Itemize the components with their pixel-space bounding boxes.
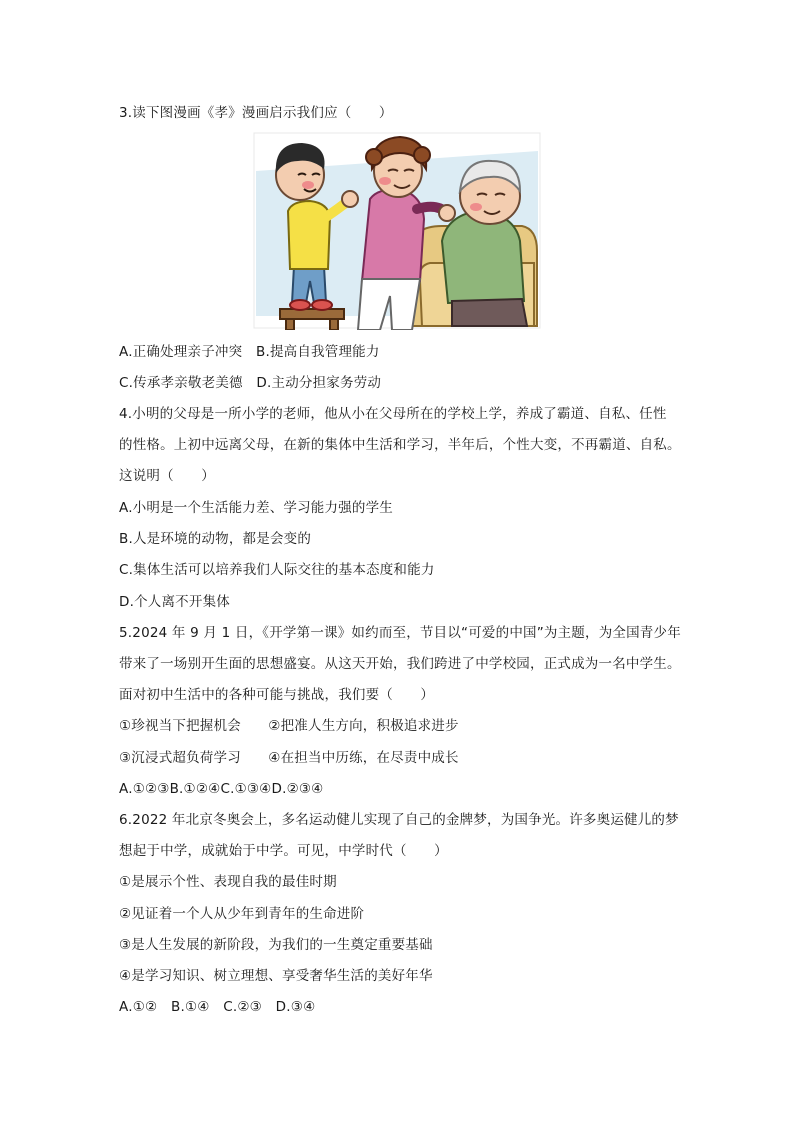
q3-options-ab: A.正确处理亲子冲突 B.提高自我管理能力: [119, 344, 380, 360]
filial-piety-cartoon: [252, 131, 542, 330]
q5-stem-line2: 带来了一场别开生面的思想盛宴。从这天开始，我们跨进了中学校园，正式成为一名中学生。: [119, 656, 681, 672]
q6-options: A.①② B.①④ C.②③ D.③④: [119, 999, 316, 1015]
q5-items-34: ③沉浸式超负荷学习 ④在担当中历练，在尽责中成长: [119, 750, 459, 766]
q6-item-2: ②见证着一个人从少年到青年的生命进阶: [119, 906, 365, 922]
q3-stem: 3.读下图漫画《孝》漫画启示我们应（ ）: [119, 105, 393, 121]
q4-stem-line3: 这说明（ ）: [119, 468, 215, 484]
q3-options-cd: C.传承孝亲敬老美德 D.主动分担家务劳动: [119, 375, 382, 391]
q4-option-c: C.集体生活可以培养我们人际交往的基本态度和能力: [119, 562, 435, 578]
q5-items-12: ①珍视当下把握机会 ②把准人生方向，积极追求进步: [119, 718, 459, 734]
q4-option-b: B.人是环境的动物，都是会变的: [119, 531, 312, 547]
q6-stem-line1: 6.2022 年北京冬奥会上，多名运动健儿实现了自己的金牌梦，为国争光。许多奥运健儿的梦: [119, 812, 679, 828]
q5-options: A.①②③B.①②④C.①③④D.②③④: [119, 781, 324, 797]
q6-stem-line2: 想起于中学，成就始于中学。可见，中学时代（ ）: [119, 843, 448, 859]
q5-stem-line3: 面对初中生活中的各种可能与挑战，我们要（ ）: [119, 687, 435, 703]
q4-option-d: D.个人离不开集体: [119, 594, 230, 610]
q6-item-4: ④是学习知识、树立理想、享受奢华生活的美好年华: [119, 968, 433, 984]
q6-item-1: ①是展示个性、表现自我的最佳时期: [119, 874, 337, 890]
q4-option-a: A.小明是一个生活能力差、学习能力强的学生: [119, 500, 393, 516]
q5-stem-line1: 5.2024 年 9 月 1 日，《开学第一课》如约而至，节目以“可爱的中国”为主题，为全国青少年: [119, 625, 681, 641]
q4-stem-line2: 的性格。上初中远离父母，在新的集体中生活和学习，半年后，个性大变，不再霸道、自私。: [119, 437, 681, 453]
q4-stem-line1: 4.小明的父母是一所小学的老师，他从小在父母所在的学校上学，养成了霸道、自私、任性: [119, 406, 667, 422]
q6-item-3: ③是人生发展的新阶段，为我们的一生奠定重要基础: [119, 937, 433, 953]
